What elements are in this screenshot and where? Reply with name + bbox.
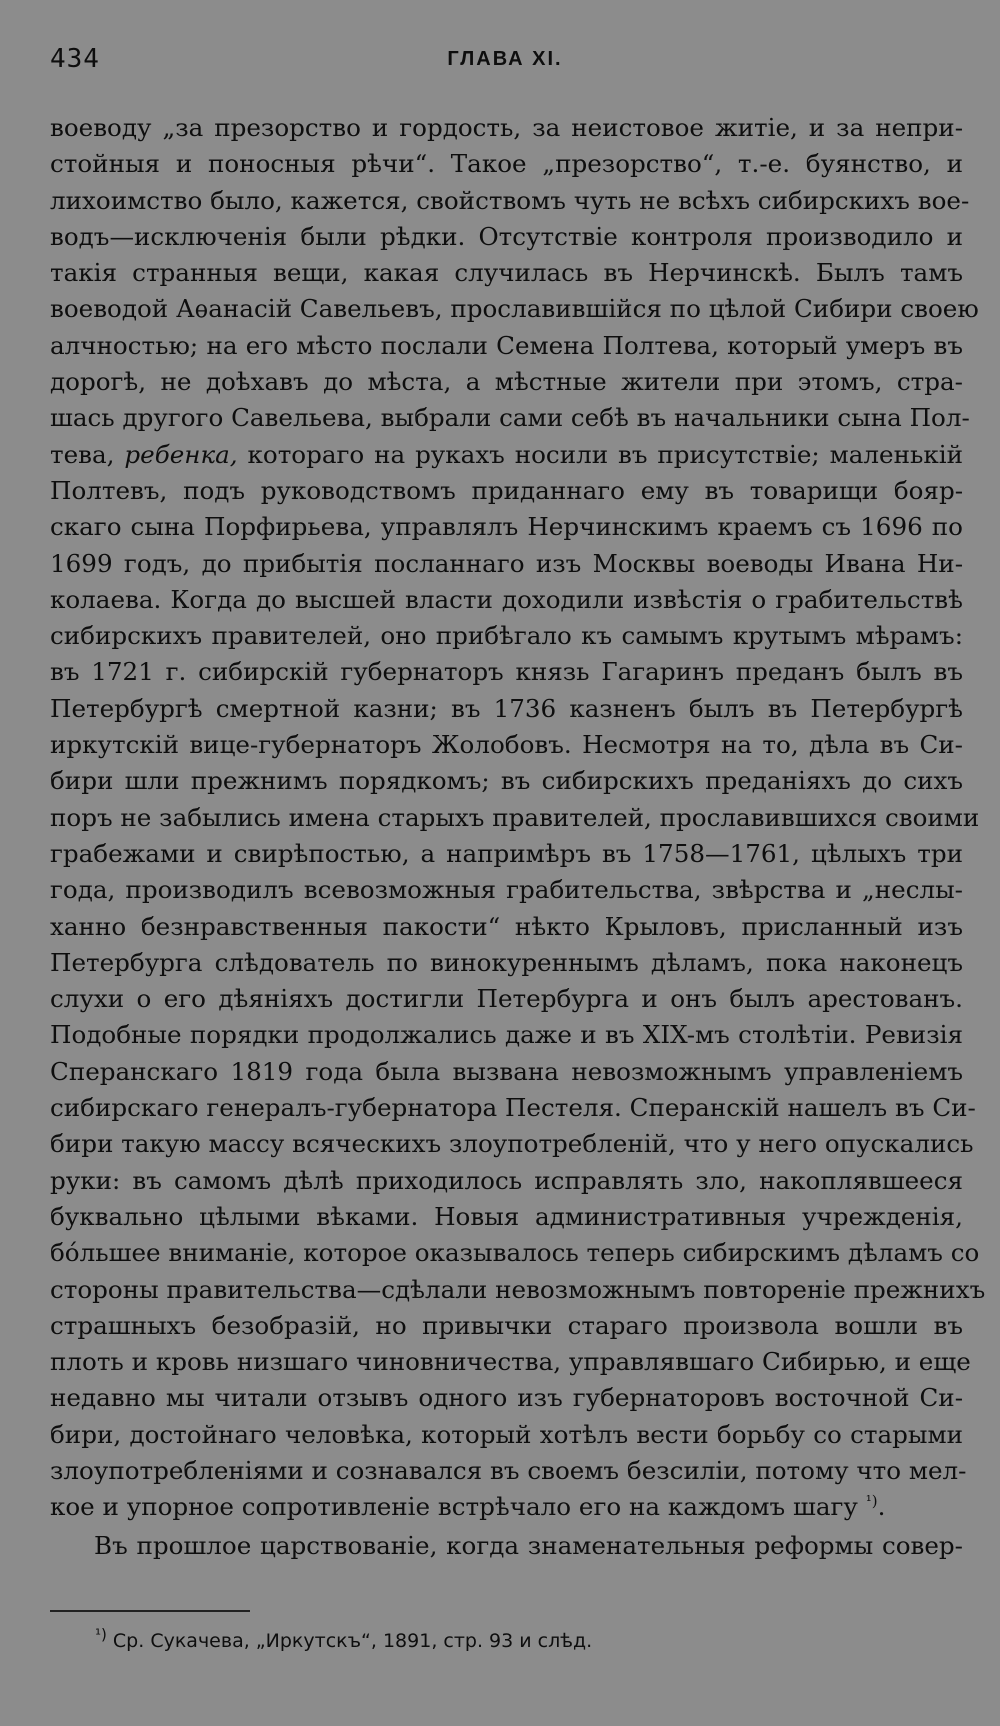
text-line: лихоимство было, кажется, свойствомъ чуть не всѣхъ сибирскихъ вое- [50,185,970,215]
text-line: водъ—исключенія были рѣдки. Отсутствіе контроля производило и [50,221,963,251]
text-line: сибирскихъ правителей, оно прибѣгало къ самымъ крутымъ мѣрамъ: [50,621,963,651]
running-head [50,44,960,84]
footnote-reference[interactable]: ¹) [865,1492,878,1511]
text-line: грабежами и свирѣпостью, а напримѣръ въ 1758—1761, цѣлыхъ три [50,838,963,868]
footnote [95,1625,593,1652]
footnote-divider [50,1610,250,1612]
text-line: въ 1721 г. сибирскій губернаторъ князь Гагаринъ преданъ былъ въ [50,657,963,687]
paragraph-first-line: Въ прошлое царствованіе, когда знаменательныя реформы совер- [94,1530,963,1560]
paragraph-last-line [50,1489,963,1525]
text-line: бири такую массу всяческихъ злоупотребленій, что у него опускались [50,1129,974,1159]
text-line: недавно мы читали отзывъ одного изъ губернаторовъ восточной Си- [50,1383,963,1413]
text-line: дорогѣ, не доѣхавъ до мѣста, а мѣстные жители при этомъ, стра- [50,367,963,397]
text-line: Подобные порядки продолжались даже и въ XIX-мъ столѣтіи. Ревизія [50,1020,963,1050]
text-line: Петербургѣ смертной казни; въ 1736 казненъ былъ въ Петербургѣ [50,693,963,723]
main-text [50,110,986,1564]
sentence-end: . [877,1492,886,1522]
text-line: скаго сына Порфирьева, управлялъ Нерчинскимъ краемъ съ 1696 по [50,512,963,542]
text-line-with-italic [50,437,963,473]
text-line: бóльшее вниманіе, которое оказывалось теперь сибирскимъ дѣламъ со [50,1238,980,1268]
text-line: сибирскаго генералъ-губернатора Пестеля. Сперанскій нашелъ въ Си- [50,1093,976,1123]
text-line: стороны правительства—сдѣлали невозможнымъ повтореніе прежнихъ [50,1274,986,1304]
text-line: Петербурга слѣдователь по винокуреннымъ дѣламъ, пока наконецъ [50,947,963,977]
text-line: алчностью; на его мѣсто послали Семена Полтева, который умеръ въ [50,330,963,360]
page-number: 434 [50,44,100,74]
text-line: злоупотребленіями и сознавался въ своемъ безсиліи, потому что мел- [50,1455,967,1485]
text-line: Сперанскаго 1819 года была вызвана невозможнымъ управленіемъ [50,1056,963,1086]
text-line: бири шли прежнимъ порядкомъ; въ сибирскихъ преданіяхъ до сихъ [50,766,963,796]
text-line: 1699 годъ, до прибытія посланнаго изъ Москвы воеводы Ивана Ни- [50,548,963,578]
text-line: такія странныя вещи, какая случилась въ Нерчинскѣ. Былъ тамъ [50,258,963,288]
text-line: слухи о его дѣяніяхъ достигли Петербурга и онъ былъ арестованъ. [50,984,963,1014]
text-fragment: котораго на рукахъ носили въ присутствіе; маленькій [237,439,963,469]
chapter-title: ГЛАВА XI. [447,48,563,70]
text-line: буквально цѣлыми вѣками. Новыя административныя учрежденія, [50,1201,963,1231]
text-line: ханно безнравственныя пакости“ нѣкто Крыловъ, присланный изъ [50,911,963,941]
text-line: бири, достойнаго человѣка, который хотѣлъ вести борьбу со старыми [50,1419,963,1449]
text-line: страшныхъ безобразій, но привычки стараго произвола вошли въ [50,1310,963,1340]
text-fragment: кое и упорное сопротивленіе встрѣчало его на каждомъ шагу [50,1492,866,1522]
text-line: руки: въ самомъ дѣлѣ приходилось исправлять зло, накоплявшееся [50,1165,963,1195]
text-line: воеводой Аѳанасій Савельевъ, прославившійся по цѣлой Сибири своею [50,294,979,324]
text-line: поръ не забылись имена старыхъ правителей, прославившихся своими [50,802,980,832]
text-line: колаева. Когда до высшей власти доходили извѣстія о грабительствѣ [50,584,963,614]
text-line: шась другого Савельева, выбрали сами себѣ въ начальники сына Пол- [50,403,970,433]
text-line: года, производилъ всевозможныя грабительства, звѣрства и „неслы- [50,875,963,905]
text-fragment: тева, [50,439,125,469]
footnote-marker: ¹) [95,1625,107,1644]
italic-word: ребенка, [124,439,238,469]
text-line: иркутскій вице-губернаторъ Жолобовъ. Несмотря на то, дѣла въ Си- [50,730,963,760]
text-line: воеводу „за презорство и гордость, за неистовое житіе, и за непри- [50,113,963,142]
text-line: Полтевъ, подъ руководствомъ приданнаго ему въ товарищи бояр- [50,475,963,505]
text-line: стойныя и поносныя рѣчи“. Такое „презорство“, т.-е. буянство, и [50,149,963,179]
text-line: плоть и кровь низшаго чиновничества, управлявшаго Сибирью, и еще [50,1347,971,1377]
footnote-text: Ср. Сукачева, „Иркутскъ“, 1891, стр. 93 и слѣд. [106,1630,593,1652]
